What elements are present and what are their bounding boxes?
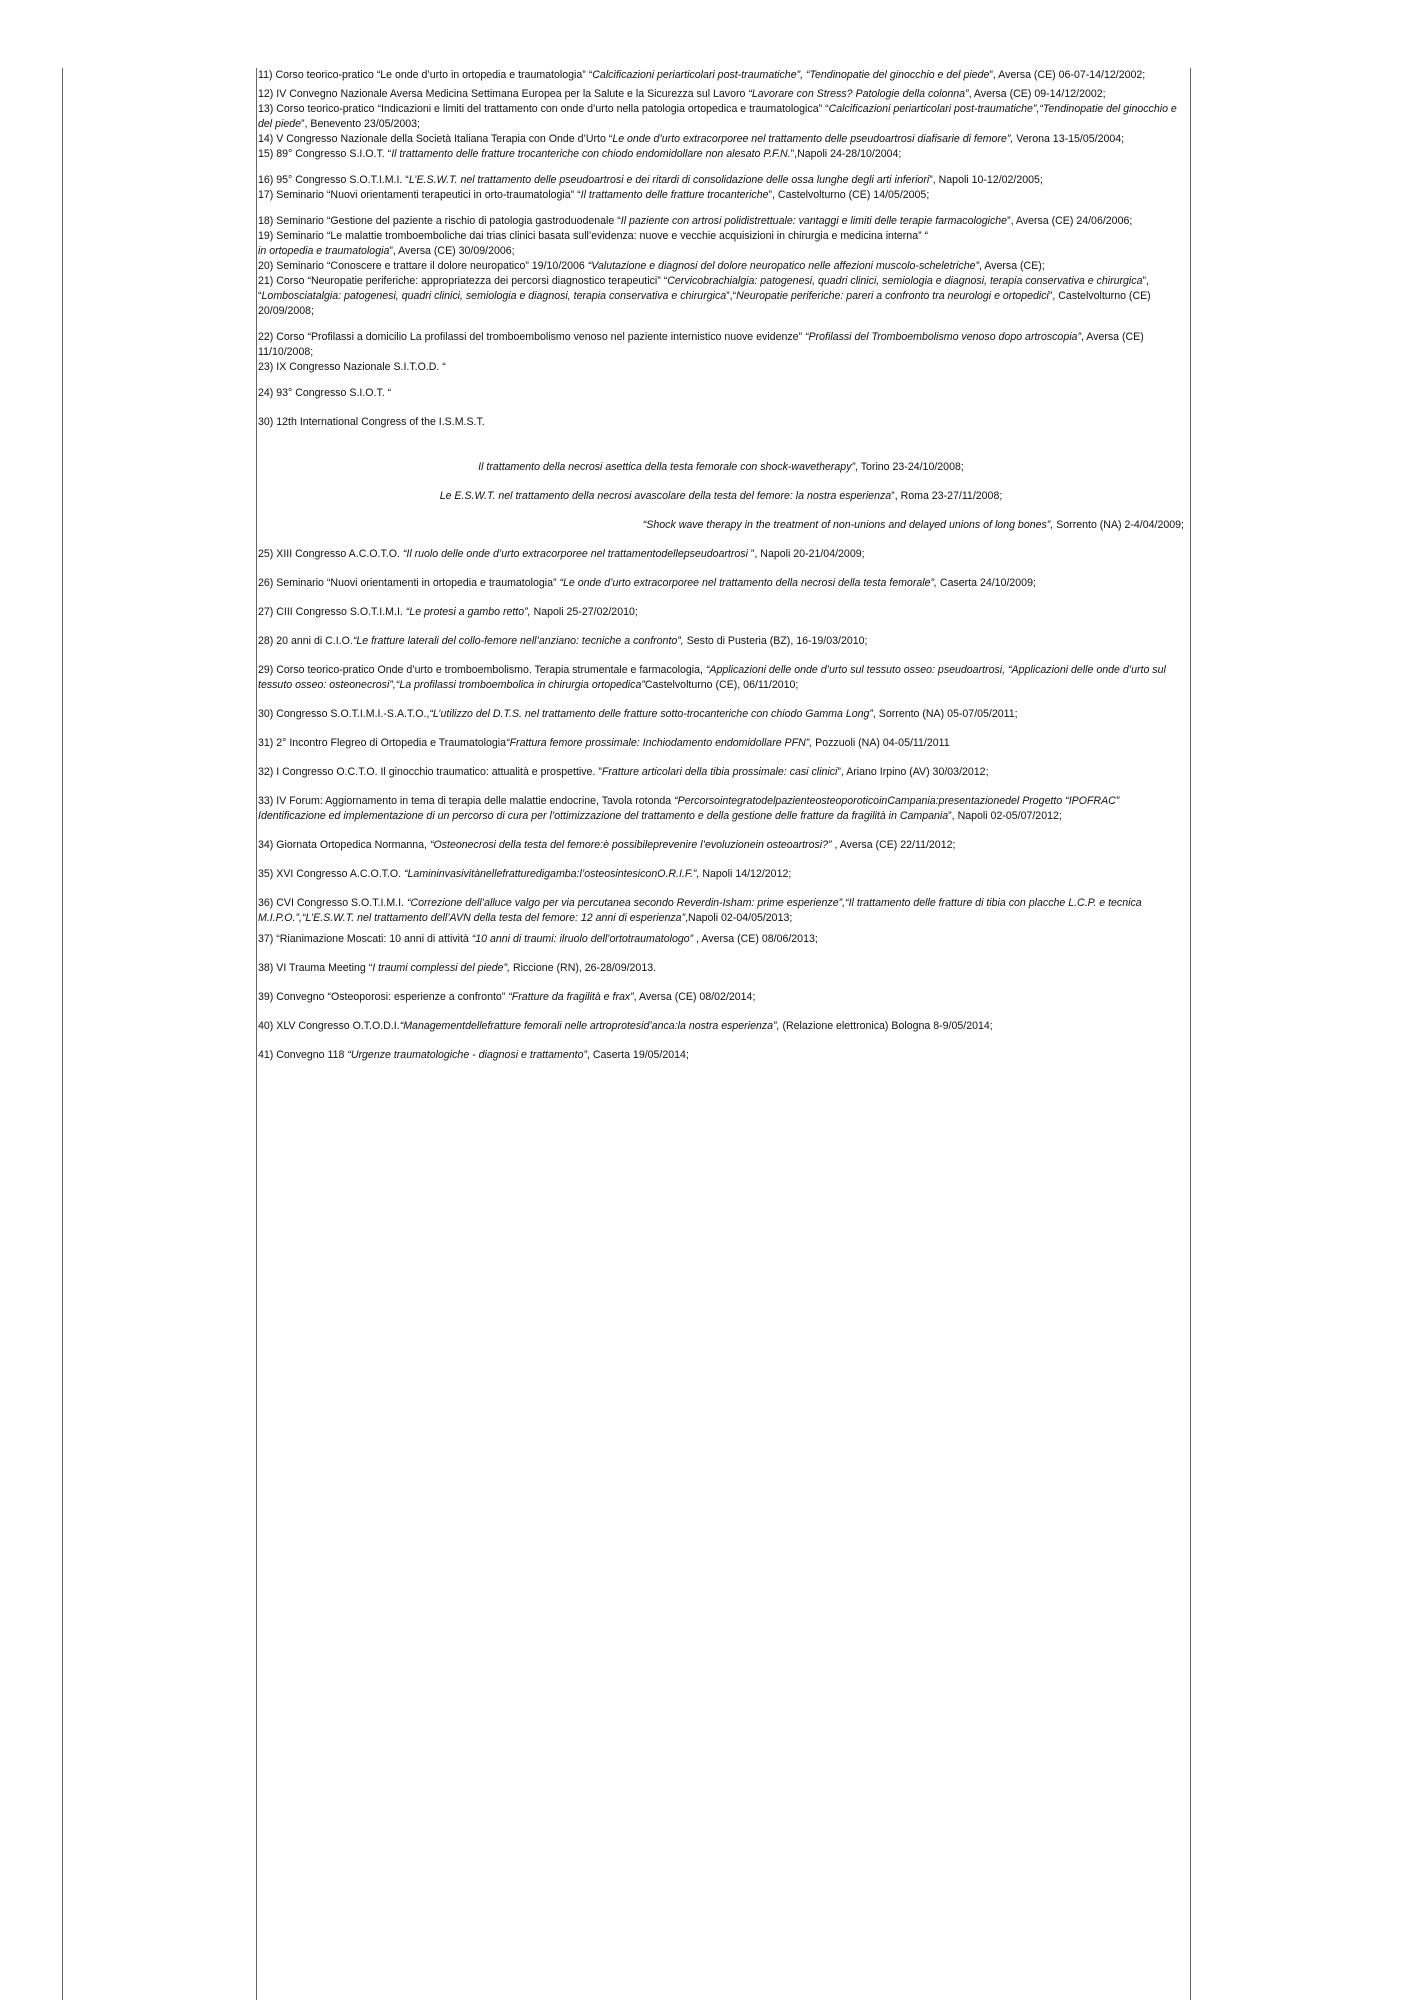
entry-text: , Torino 23-24/10/2008;: [855, 461, 964, 473]
entry-text: 22) Corso “Profilassi a domicilio La profilassi del tromboembolismo venoso nel paziente internistico nuove evidenze”: [258, 331, 806, 343]
entry-title-text: “Applicazioni delle onde d’urto sul tessuto osseo: pseudoartrosi, “Applicazioni delle onde d’urto sul tessuto osseo: osteonecrosi”,“La profilassi tromboembolica in chirurgia ortopedica”: [258, 664, 1166, 691]
list-item: [258, 867, 1184, 882]
entry-title-text: “Urgenze traumatologiche - diagnosi e trattamento”: [347, 1049, 587, 1061]
list-item: [258, 547, 1184, 562]
entry-text: , Aversa (CE) 08/02/2014;: [633, 991, 756, 1003]
entry-title-text: “Il ruolo delle onde d’urto extracorporee nel trattamentodellepseudoartrosi: [402, 548, 748, 560]
entry-title-text: Il trattamento delle fratture trocanteriche: [580, 189, 769, 201]
entry-text: , Caserta 19/05/2014;: [587, 1049, 689, 1061]
entry-title-text: “Lamininvasivitànellefratturedigamba:l’osteosintesiconO.R.I.F.”,: [404, 868, 700, 880]
entry-text: ”, Ariano Irpino (AV) 30/03/2012;: [837, 766, 989, 778]
entry-text: 34) Giornata Ortopedica Normanna,: [258, 839, 430, 851]
entry-title-text: L’E.S.W.T. nel trattamento delle pseudoartrosi e dei ritardi di consolidazione delle ossa lunghe degli arti inferiori: [408, 174, 930, 186]
list-item: [258, 663, 1184, 693]
entry-text: 30) Congresso S.O.T.I.M.I.-S.A.T.O.,: [258, 708, 430, 720]
entry-text: 27) CIII Congresso S.O.T.I.M.I.: [258, 606, 406, 618]
entry-text: ”, Napoli 20-21/04/2009;: [747, 548, 865, 560]
entry-text: ”, “: [258, 275, 1149, 302]
entry-title-text: “Managementdellefratture femorali nelle artroprotesid’anca:la nostra esperienza”,: [399, 1020, 780, 1032]
entry-text: 36) CVI Congresso S.O.T.I.M.I.: [258, 897, 407, 909]
entry-text: ”, Roma 23-27/11/2008;: [891, 490, 1003, 502]
list-item: [258, 132, 1184, 147]
entry-text: 28) 20 anni di C.I.O.: [258, 635, 353, 647]
left-border-line: [62, 68, 63, 2000]
entry-title-text: Calcificazioni periarticolari post-traumatiche”,“Tendinopatie del ginocchio e del piede: [258, 103, 1177, 130]
entry-text: 24) 93° Congresso S.I.O.T. “: [258, 387, 392, 399]
list-item: [258, 765, 1184, 780]
entry-title-text: “PercorsointegratodelpazienteosteoporoticoinCampania:presentazionedel Progetto “IPOFRAC” Identificazione ed implementazione di un percorso di cura per l’ottimizzazione del trattamento e della gestione delle fratture da fragilità in Campania: [258, 795, 1120, 822]
entry-text: 16) 95° Congresso S.O.T.I.M.I. “: [258, 174, 409, 186]
list-item: [258, 460, 1184, 475]
entry-title-text: I traumi complessi del piede”,: [372, 962, 511, 974]
entry-title-text: “Osteonecrosi della testa del femore:è possibileprevenire l’evoluzionein osteoartrosi?”: [429, 839, 832, 851]
entry-text: 15) 89° Congresso S.I.O.T. “: [258, 148, 392, 160]
list-item: [258, 990, 1184, 1005]
list-item: [258, 1019, 1184, 1034]
entry-text: ”, Aversa (CE) 30/09/2006;: [389, 245, 515, 257]
entry-title-text: “Le protesi a gambo retto”,: [405, 606, 531, 618]
entry-text: 32) I Congresso O.C.T.O. Il ginocchio traumatico: attualità e prospettive. ”: [258, 766, 602, 778]
entry-text: 12) IV Convegno Nazionale Aversa Medicina Settimana Europea per la Salute e la Sicurezza sul Lavoro: [258, 88, 749, 100]
entry-text: ,Napoli 02-04/05/2013;: [685, 912, 793, 924]
entry-text: , Aversa (CE) 11/10/2008;: [258, 331, 1144, 358]
entry-text: 19) Seminario “Le malattie tromboemboliche dai trias clinici basata sull’evidenza: nuove e vecchie acquisizioni in chirurgia e medicina interna” “: [258, 230, 929, 242]
entry-text: (Relazione elettronica) Bologna 8-9/05/2014;: [779, 1020, 993, 1032]
entry-title-text: “Shock wave therapy in the treatment of non-unions and delayed unions of long bones”,: [642, 519, 1054, 531]
content-left-border-line: [256, 68, 257, 2000]
list-item: [258, 214, 1184, 229]
entry-text: , Aversa (CE) 22/11/2012;: [831, 839, 956, 851]
list-item: [258, 415, 1184, 430]
list-item: [258, 259, 1184, 274]
list-item: [258, 330, 1184, 360]
list-item: [258, 87, 1184, 102]
entry-text: 17) Seminario “Nuovi orientamenti terapeutici in orto-traumatologia” “: [258, 189, 581, 201]
entry-text: ”,Napoli 24-28/10/2004;: [790, 148, 902, 160]
entry-text: Castelvolturno (CE), 06/11/2010;: [644, 679, 799, 691]
entry-text: 40) XLV Congresso O.T.O.D.I.: [258, 1020, 400, 1032]
list-item: [258, 896, 1184, 926]
entry-text: ”, Napoli 10-12/02/2005;: [929, 174, 1043, 186]
list-item: [258, 794, 1184, 824]
entry-text: 33) IV Forum: Aggiornamento in tema di terapia delle malattie endocrine, Tavola rotonda: [258, 795, 675, 807]
list-item: [258, 102, 1184, 132]
entry-text: 31) 2° Incontro Flegreo di Ortopedia e Traumatologia: [258, 737, 507, 749]
list-item: [258, 576, 1184, 591]
entry-title-text: “Lavorare con Stress? Patologie della colonna”: [748, 88, 969, 100]
entry-title-text: “Valutazione e diagnosi del dolore neuropatico nelle affezioni muscolo-scheletriche”: [587, 260, 979, 272]
entry-text: 23) IX Congresso Nazionale S.I.T.O.D. “: [258, 361, 446, 373]
entry-text: 11) Corso teorico-pratico “Le onde d’urto in ortopedia e traumatologia” “: [258, 69, 593, 81]
list-item: [258, 932, 1184, 947]
entry-title-text: Le E.S.W.T. nel trattamento della necrosi avascolare della testa del femore: la nostra esperienza: [439, 490, 892, 502]
list-item: [258, 489, 1184, 504]
entry-title-text: “Fratture da fragilità e frax”: [508, 991, 634, 1003]
entry-text: Napoli 14/12/2012;: [699, 868, 792, 880]
entry-text: 21) Corso “Neuropatie periferiche: appropriatezza dei percorsi diagnostico terapeutici” “: [258, 275, 668, 287]
list-item: [258, 634, 1184, 649]
entry-title-text: “10 anni di traumi: ilruolo dell’ortotraumatologo”: [471, 933, 694, 945]
entry-text: Napoli 25-27/02/2010;: [530, 606, 638, 618]
entry-text: Pozzuoli (NA) 04-05/11/2011: [812, 737, 950, 749]
entry-title-text: Il paziente con artrosi polidistrettuale: vantaggi e limiti delle terapie farmacologiche: [620, 215, 1008, 227]
entry-text: 18) Seminario “Gestione del paziente a rischio di patologia gastroduodenale “: [258, 215, 621, 227]
entry-text: 38) VI Trauma Meeting “: [258, 962, 373, 974]
entry-text: 41) Convegno 118: [258, 1049, 348, 1061]
list-item: [258, 518, 1184, 533]
entry-title-text: “L’utilizzo del D.T.S. nel trattamento delle fratture sotto-trocanteriche con chiodo Gamma Long”: [429, 708, 873, 720]
content-right-border-line: [1190, 68, 1191, 2000]
list-item: [258, 360, 1184, 375]
entry-text: , Aversa (CE) 09-14/12/2002;: [968, 88, 1106, 100]
entry-text: 29) Corso teorico-pratico Onde d’urto e tromboembolismo. Terapia strumentale e farmacologia,: [258, 664, 706, 676]
entry-title-text: “Le fratture laterali del collo-femore nell’anziano: tecniche a confronto”,: [352, 635, 684, 647]
entry-title-text: “Le onde d’urto extracorporee nel trattamento della necrosi della testa femorale”,: [559, 577, 937, 589]
entry-title-text: Calcificazioni periarticolari post-traumatiche”, “Tendinopatie del ginocchio e del piede: [592, 69, 990, 81]
entry-text: , Aversa (CE);: [979, 260, 1045, 272]
list-item: [258, 68, 1184, 83]
list-item: [258, 173, 1184, 188]
publication-list: [258, 68, 1184, 1063]
entry-title-text: Il trattamento della necrosi asettica della testa femorale con shock-wavetherapy”: [478, 461, 856, 473]
entry-title-text: “Profilassi del Tromboembolismo venoso dopo artroscopia”: [805, 331, 1081, 343]
entry-title-text: Cervicobrachialgia: patogenesi, quadri clinici, semiologia e diagnosi, terapia conservativa e chirurgica: [667, 275, 1143, 287]
entry-text: ”, Napoli 02-05/07/2012;: [948, 810, 1062, 822]
entry-text: ”, Castelvolturno (CE) 20/09/2008;: [258, 290, 1151, 317]
entry-title-text: Il trattamento delle fratture trocanteriche con chiodo endomidollare non alesato P.F.N.: [391, 148, 791, 160]
entry-text: Sorrento (NA) 2-4/04/2009;: [1053, 519, 1184, 531]
list-item: [258, 229, 1184, 244]
entry-text: ”,“: [726, 290, 737, 302]
list-item: [258, 605, 1184, 620]
entry-text: 20) Seminario “Conoscere e trattare il dolore neuropatico” 19/10/2006: [258, 260, 588, 272]
list-item: [258, 244, 1184, 259]
entry-title-text: Neuropatie periferiche: pareri a confronto tra neurologi e ortopedici: [736, 290, 1049, 302]
entry-title-text: Lombosciatalgia: patogenesi, quadri clinici, semiologia e diagnosi, terapia conservativa e chirurgica: [261, 290, 727, 302]
entry-text: 13) Corso teorico-pratico “Indicazioni e limiti del trattamento con onde d’urto nella patologia ortopedica e traumatologica” “: [258, 103, 829, 115]
entry-text: Sesto di Pusteria (BZ), 16-19/03/2010;: [683, 635, 868, 647]
entry-text: 35) XVI Congresso A.C.O.T.O.: [258, 868, 405, 880]
entry-text: ”, Aversa (CE) 24/06/2006;: [1007, 215, 1133, 227]
entry-text: Riccione (RN), 26-28/09/2013.: [510, 962, 657, 974]
entry-text: , Aversa (CE) 08/06/2013;: [693, 933, 818, 945]
entry-title-text: “Frattura femore prossimale: Inchiodamento endomidollare PFN”,: [506, 737, 813, 749]
entry-text: ”, Castelvolturno (CE) 14/05/2005;: [768, 189, 930, 201]
entry-title-text: “Correzione dell’alluce valgo per via percutanea secondo Reverdin-Isham: prime esperienze”,“Il trattamento delle fratture di tibia con placche L.C.P. e tecnica M.I.P.O.”,“L’E.S.W.T. nel trattamento dell’AVN della testa del femore: 12 anni di esperienza”: [258, 897, 1142, 924]
entry-text: 39) Convegno “Osteoporosi: esperienze a confronto”: [258, 991, 509, 1003]
entry-title-text: Le onde d’urto extracorporee nel trattamento delle pseudoartrosi diafisarie di femore”,: [612, 133, 1014, 145]
entry-text: 25) XIII Congresso A.C.O.T.O.: [258, 548, 403, 560]
entry-text: 37) “Rianimazione Moscati: 10 anni di attività: [258, 933, 472, 945]
entry-text: Caserta 24/10/2009;: [936, 577, 1036, 589]
list-item: [258, 1048, 1184, 1063]
list-item: [258, 961, 1184, 976]
list-item: [258, 274, 1184, 319]
list-item: [258, 147, 1184, 162]
entry-text: ”, Aversa (CE) 06-07-14/12/2002;: [989, 69, 1146, 81]
entry-text: 26) Seminario “Nuovi orientamenti in ortopedia e traumatologia”: [258, 577, 560, 589]
list-item: [258, 838, 1184, 853]
entry-text: ”, Benevento 23/05/2003;: [301, 118, 420, 130]
entry-text: 14) V Congresso Nazionale della Società Italiana Terapia con Onde d’Urto “: [258, 133, 613, 145]
entry-title-text: in ortopedia e traumatologia: [258, 245, 390, 257]
entry-text: , Sorrento (NA) 05-07/05/2011;: [872, 708, 1018, 720]
list-item: [258, 707, 1184, 722]
entry-text: Verona 13-15/05/2004;: [1013, 133, 1125, 145]
list-item: [258, 736, 1184, 751]
entry-text: 30) 12th International Congress of the I.S.M.S.T.: [258, 416, 485, 428]
list-item: [258, 188, 1184, 203]
entry-title-text: Fratture articolari della tibia prossimale: casi clinici: [601, 766, 838, 778]
list-item: [258, 386, 1184, 401]
